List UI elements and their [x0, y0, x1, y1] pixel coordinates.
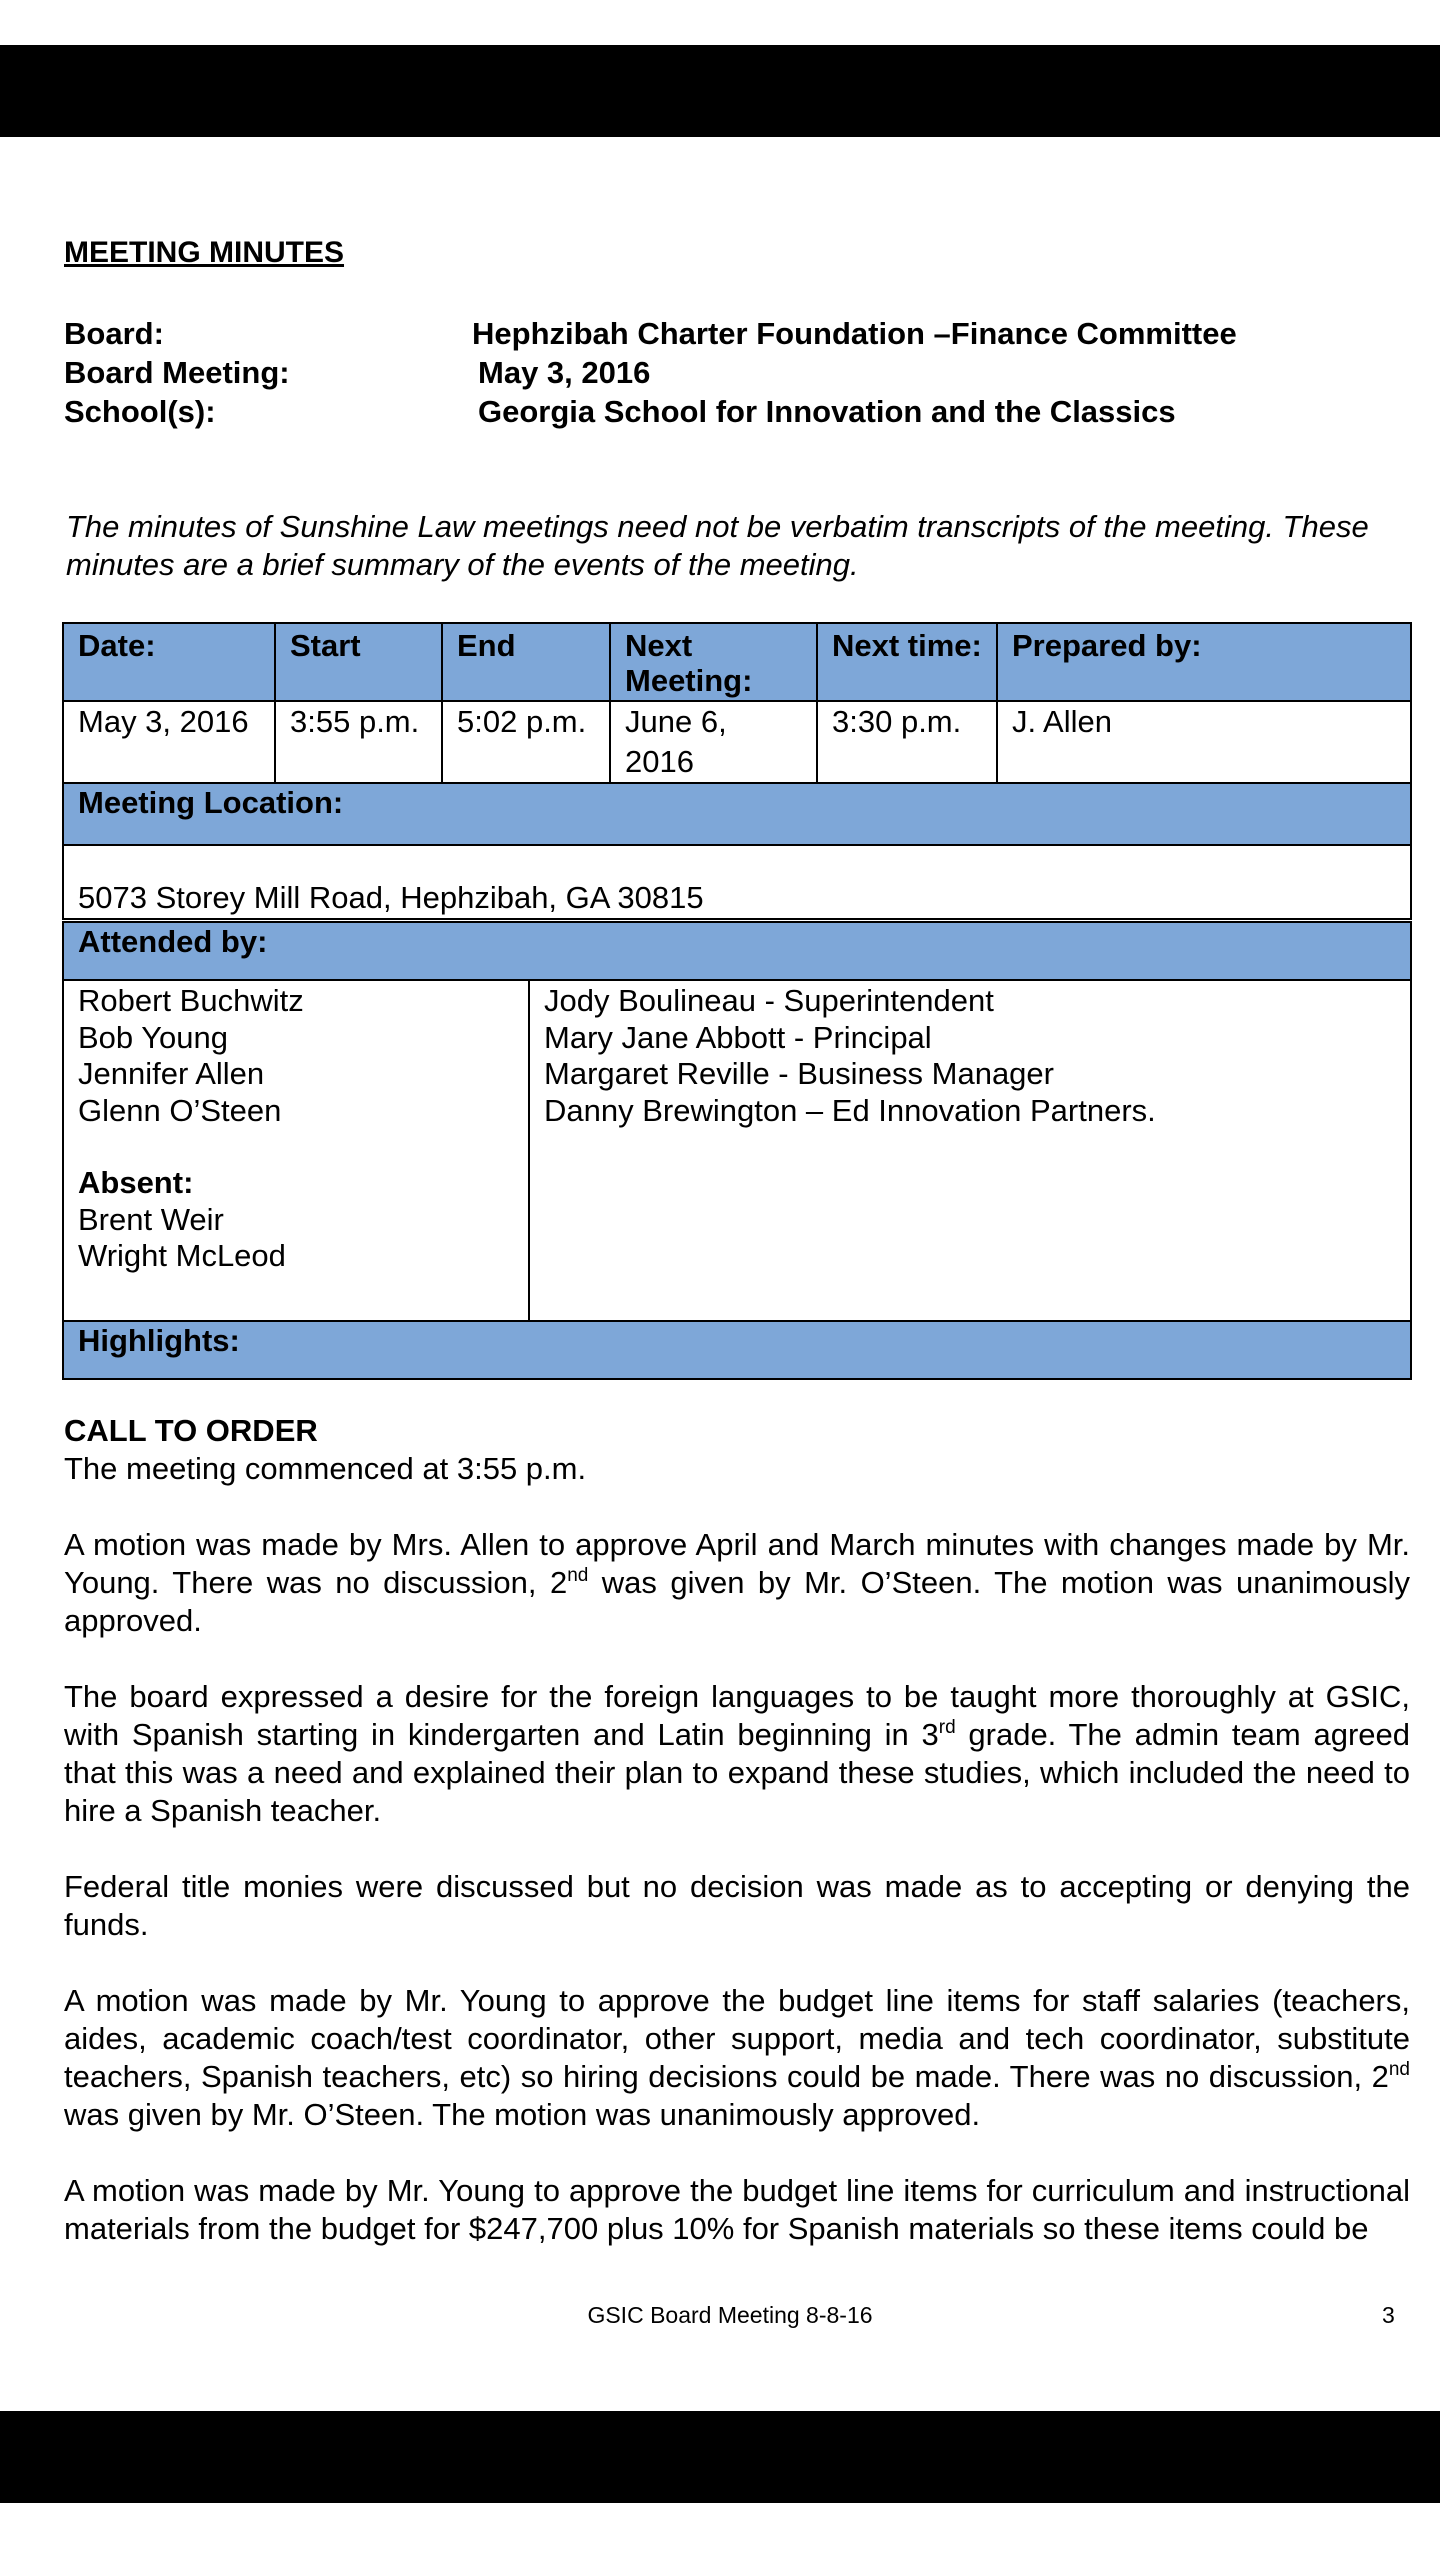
header-next-time: Next time: — [817, 623, 997, 701]
header-start: Start — [275, 623, 442, 701]
highlights-label: Highlights: — [63, 1321, 1411, 1379]
attendance-list-row — [63, 980, 1411, 1321]
list-item: Robert Buchwitz — [78, 983, 304, 1018]
superscript: nd — [1388, 2059, 1410, 2080]
cell-end: 5:02 p.m. — [442, 701, 610, 783]
location-row — [63, 845, 1411, 919]
paragraph-text: The board expressed a desire for the foreign languages to be taught more thoroughly at GSIC, with Spanish starting in kindergarten and Latin beginning in 3 — [64, 1679, 1410, 1752]
document-heading: MEETING MINUTES — [64, 236, 345, 269]
meeting-details-table — [62, 622, 1412, 920]
superscript: nd — [567, 1565, 589, 1586]
highlights-header-row — [63, 1321, 1411, 1379]
info-label: School(s): — [64, 394, 216, 429]
info-label: Board Meeting: — [64, 355, 290, 390]
superscript: rd — [938, 1717, 956, 1738]
paragraph-text: A motion was made by Mr. Young to approve the budget line items for staff salaries (teachers, aides, academic coach/test coordinator, other support, media and tech coordinator, substitute teachers, Spanish teachers, etc) so hiring decisions could be made. There was no discussion, 2 — [64, 1983, 1410, 2094]
info-value: Hephzibah Charter Foundation –Finance Committee — [472, 316, 1237, 351]
header-date: Date: — [63, 623, 275, 701]
attendee-board-column — [63, 980, 529, 1321]
list-item: Glenn O’Steen — [78, 1092, 282, 1128]
attendance-table — [62, 921, 1412, 1380]
list-item: Brent Weir — [78, 1201, 224, 1237]
list-item: Margaret Reville - Business Manager — [544, 1056, 1054, 1091]
attended-by-header-row — [63, 922, 1411, 980]
info-label: Board: — [64, 316, 164, 351]
attended-by-label: Attended by: — [63, 922, 1411, 980]
paragraph-text: was given by Mr. O’Steen. The motion was unanimously approved. — [64, 2097, 981, 2132]
paragraph-text: was given by Mr. O’Steen. The motion was unanimously approved. — [64, 1565, 1411, 1638]
call-to-order-heading: CALL TO ORDER — [64, 1413, 318, 1448]
list-item: Mary Jane Abbott - Principal — [544, 1019, 932, 1055]
paragraph-curriculum-materials: A motion was made by Mr. Young to approve the budget line items for curriculum and instructional materials from the budget for $247,700 plus 10% for Spanish materials so these items could be — [64, 2173, 1410, 2246]
disclaimer-text: The minutes of Sunshine Law meetings need not be verbatim transcripts of the meeting. These minutes are a brief summary of the events of the meeting. — [66, 509, 1369, 582]
page-number: 3 — [1382, 2302, 1395, 2328]
call-to-order-text: The meeting commenced at 3:55 p.m. — [64, 1451, 587, 1486]
table-row — [63, 701, 1411, 783]
list-item: Jennifer Allen — [78, 1056, 265, 1091]
cell-start: 3:55 p.m. — [275, 701, 442, 783]
header-next-meeting: Next Meeting: — [610, 623, 817, 701]
cell-next-meeting: June 6, 2016 — [610, 701, 817, 783]
meeting-location-address: 5073 Storey Mill Road, Hephzibah, GA 30815 — [63, 845, 1411, 919]
info-value: Georgia School for Innovation and the Classics — [478, 394, 1176, 429]
list-item: Bob Young — [78, 1019, 229, 1055]
paragraph-federal-title: Federal title monies were discussed but no decision was made as to accepting or denying the funds. — [64, 1869, 1410, 1942]
list-item: Danny Brewington – Ed Innovation Partners. — [544, 1092, 1156, 1128]
page-footer-title: GSIC Board Meeting 8-8-16 — [587, 2302, 873, 2328]
paragraph-text: grade. The admin team agreed that this was a need and explained their plan to expand these studies, which included the need to hire a Spanish teacher. — [64, 1717, 1411, 1828]
cell-next-time: 3:30 p.m. — [817, 701, 997, 783]
paragraph-minutes-motion — [64, 1526, 1410, 1640]
meeting-location-label: Meeting Location: — [63, 783, 1411, 845]
minutes-body — [64, 1412, 1410, 2286]
absent-label: Absent: — [78, 1165, 194, 1200]
top-black-bar — [0, 45, 1440, 137]
cell-prepared-by: J. Allen — [997, 701, 1411, 783]
info-value: May 3, 2016 — [478, 355, 651, 390]
list-item: Wright McLeod — [78, 1238, 286, 1273]
attendee-staff-column — [529, 980, 1411, 1321]
location-header-row — [63, 783, 1411, 845]
header-end: End — [442, 623, 610, 701]
header-prepared-by: Prepared by: — [997, 623, 1411, 701]
list-item: Jody Boulineau - Superintendent — [544, 983, 994, 1018]
paragraph-foreign-languages — [64, 1678, 1410, 1830]
paragraph-staff-salaries — [64, 1982, 1410, 2134]
cell-date: May 3, 2016 — [63, 701, 275, 783]
bottom-black-bar — [0, 2411, 1440, 2503]
paragraph-text: A motion was made by Mrs. Allen to approve April and March minutes with changes made by Mr. Young. There was no discussion, 2 — [64, 1527, 1410, 1600]
table-header-row — [63, 623, 1411, 701]
